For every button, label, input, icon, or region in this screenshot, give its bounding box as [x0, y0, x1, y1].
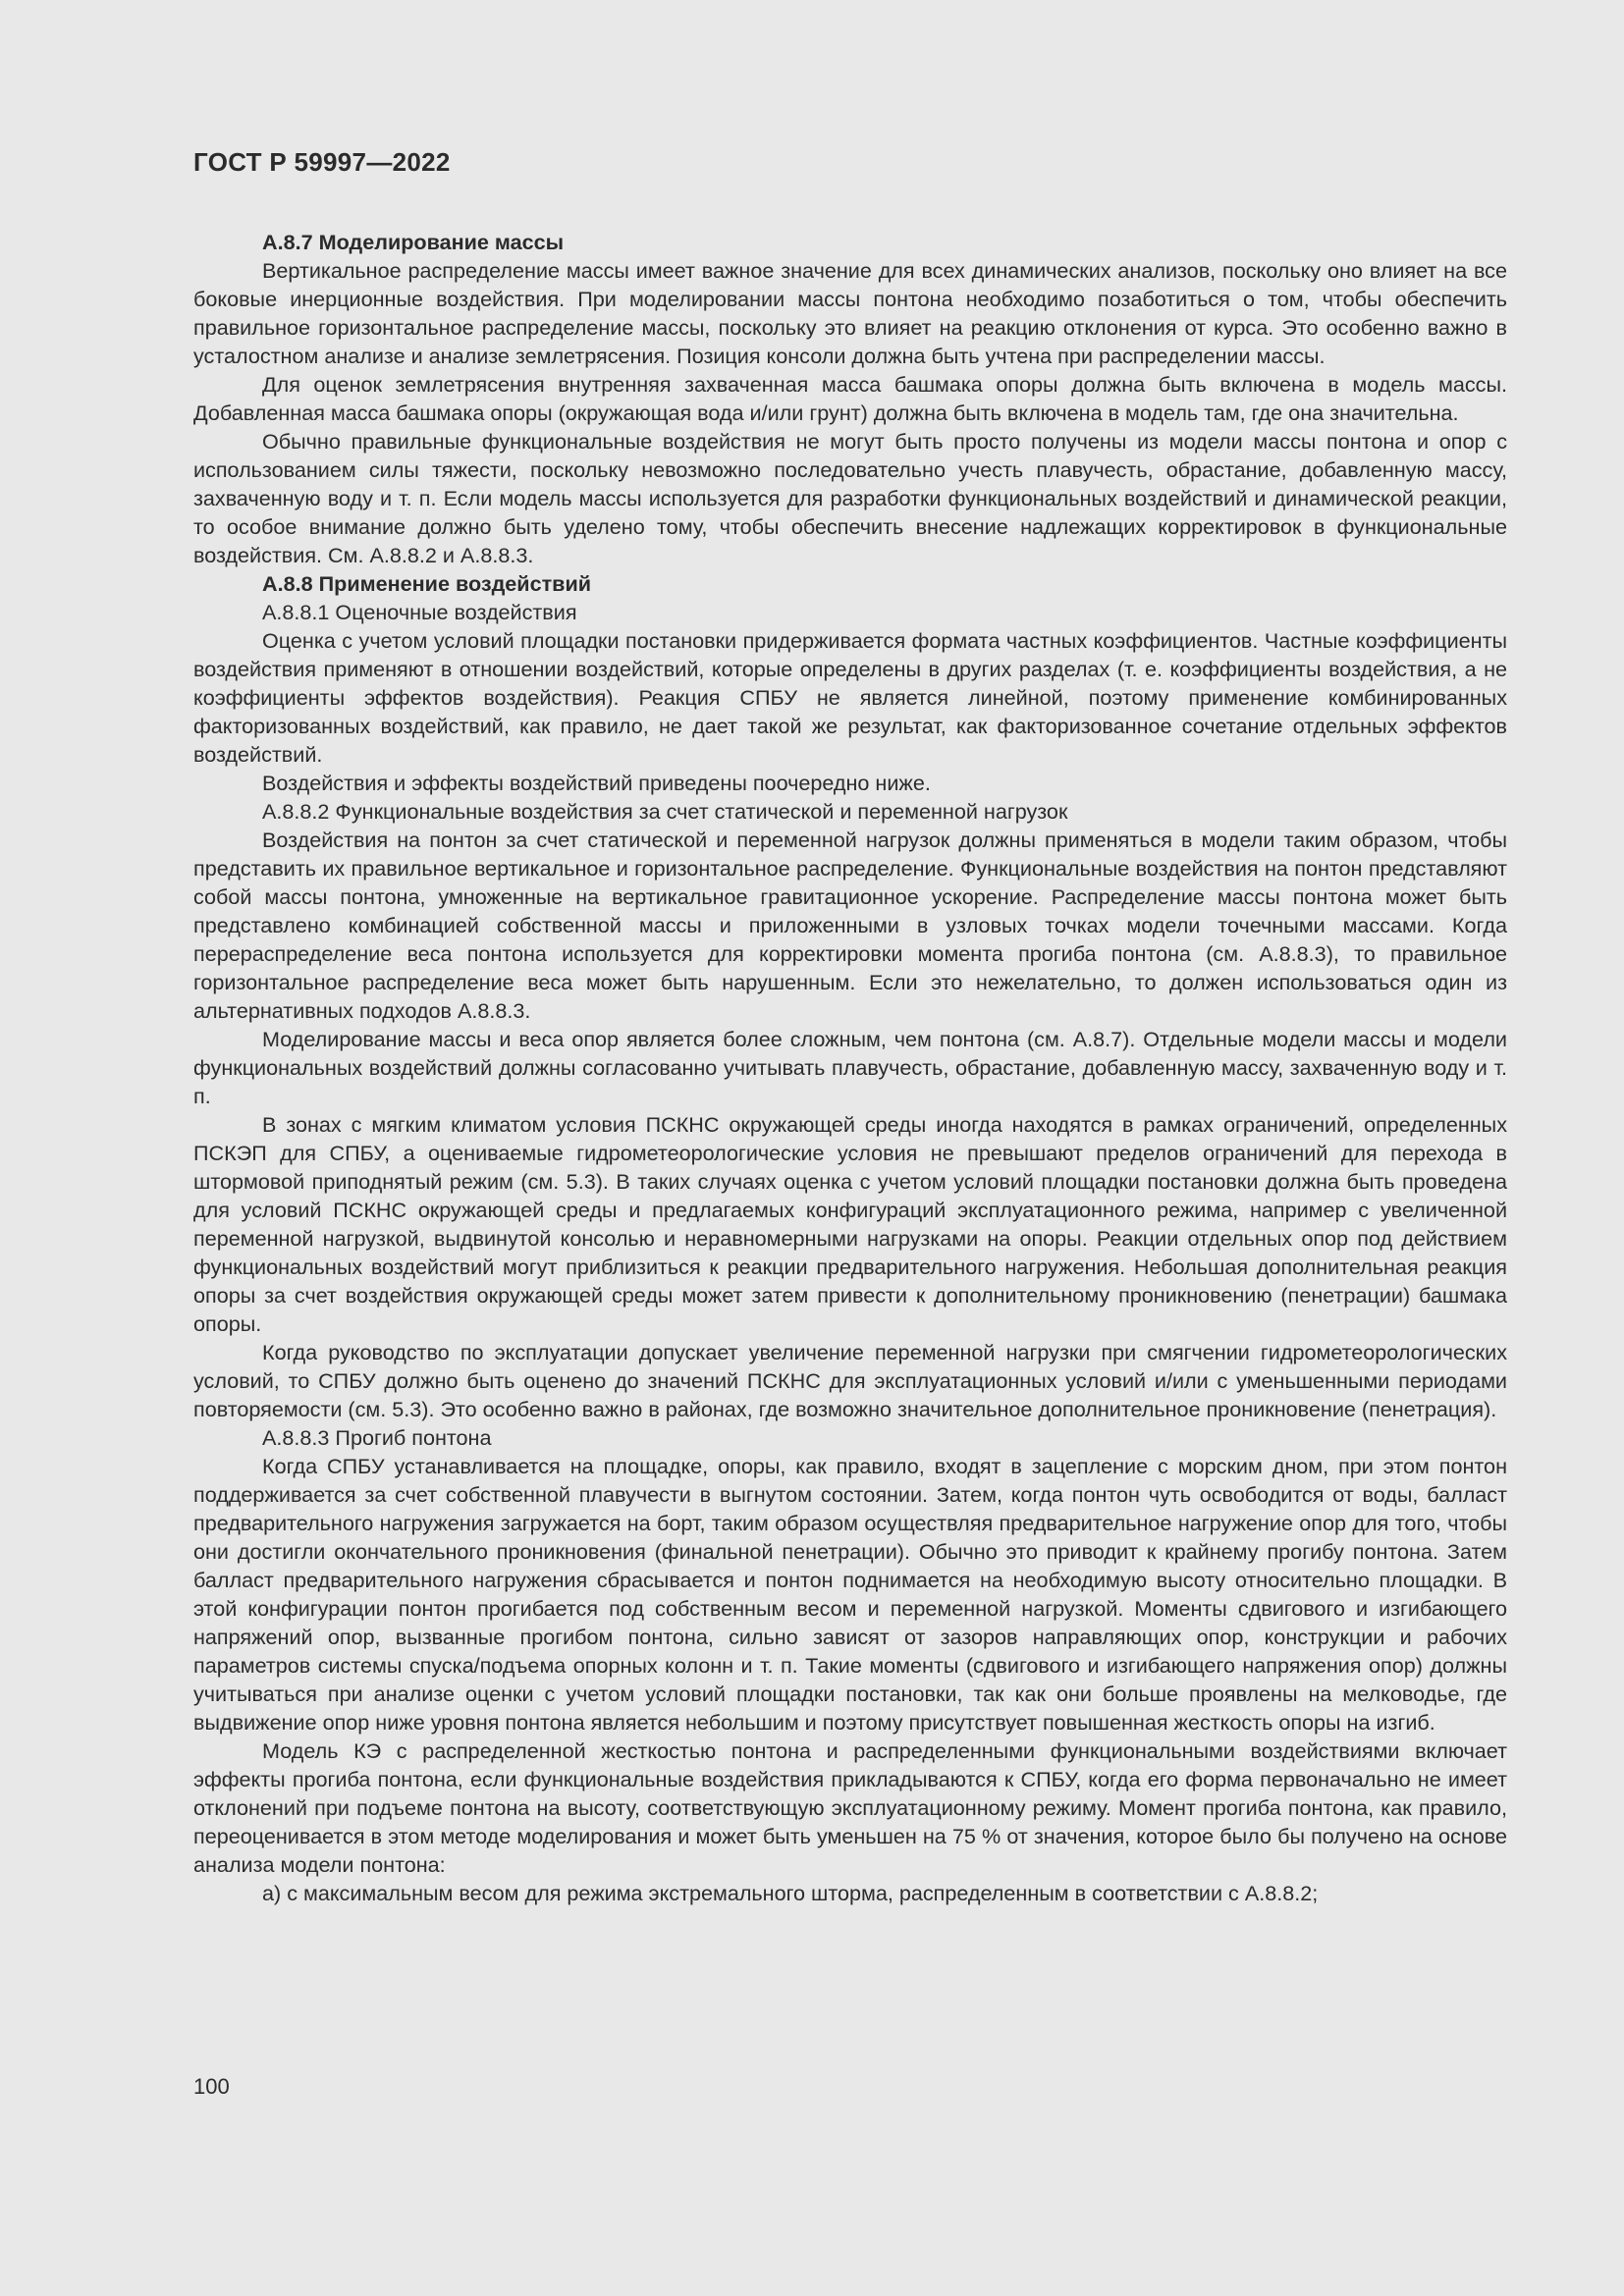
paragraph: Модель КЭ с распределенной жесткостью понтона и распределенными функциональными воздействиями включает эффекты прогиба понтона, если функциональные воздействия прикладываются к СПБУ, когда его форма первоначально не имеет отклонений при подъеме понтона на высоту, соответствующую эксплуатационному режиму. Момент прогиба понтона, как правило, переоценивается в этом методе моделирования и может быть уменьшен на 75 % от значения, которое было бы получено на основе анализа модели понтона: [193, 1738, 1507, 1877]
paragraph: А.8.8.2 Функциональные воздействия за счет статической и переменной нагрузок [262, 799, 1068, 824]
paragraph: Обычно правильные функциональные воздействия не могут быть просто получены из модели массы понтона и опор с использованием силы тяжести, поскольку невозможно последовательно учесть плавучесть, обрастание, добавленную массу, захваченную воду и т. п. Если модель массы используется для разработки функциональных воздействий и динамической реакции, то особое внимание должно быть уделено тому, чтобы обеспечить внесение надлежащих корректировок в функциональные воздействия. См. А.8.8.2 и А.8.8.3. [193, 429, 1507, 567]
section-heading: А.8.8 Применение воздействий [262, 571, 591, 596]
paragraph: Моделирование массы и веса опор является более сложным, чем понтона (см. А.8.7). Отдельные модели массы и модели функциональных воздействий должны согласованно учитывать плавучесть, обрастание, добавленную массу, захваченную воду и т. п. [193, 1027, 1507, 1108]
paragraph: А.8.8.1 Оценочные воздействия [262, 600, 577, 624]
document-body [193, 228, 1507, 1907]
paragraph: Когда СПБУ устанавливается на площадке, опоры, как правило, входят в зацепление с морским дном, при этом понтон поддерживается за счет собственной плавучести в выгнутом состоянии. Затем, когда понтон чуть освободится от воды, балласт предварительного нагружения загружается на борт, таким образом осуществляя предварительное нагружение опор для того, чтобы они достигли окончательного проникновения (финальной пенетрации). Обычно это приводит к крайнему прогибу понтона. Затем балласт предварительного нагружения сбрасывается и понтон поднимается на необходимую высоту относительно площадки. В этой конфигурации понтон прогибается под собственным весом и переменной нагрузкой. Моменты сдвигового и изгибающего напряжений опор, вызванные прогибом понтона, сильно зависят от зазоров направляющих опор, конструкции и рабочих параметров системы спуска/подъема опорных колонн и т. п. Такие моменты (сдвигового и изгибающего напряжения опор) должны учитываться при анализе оценки с учетом условий площадки постановки, так как они больше проявлены на мелководье, где выдвижение опор ниже уровня понтона является небольшим и поэтому присутствует повышенная жесткость опоры на изгиб. [193, 1454, 1507, 1735]
paragraph: Вертикальное распределение массы имеет важное значение для всех динамических анализов, поскольку оно влияет на все боковые инерционные воздействия. При моделировании массы понтона необходимо позаботиться о том, чтобы обеспечить правильное горизонтальное распределение массы, поскольку это влияет на реакцию отклонения от курса. Это особенно важно в усталостном анализе и анализе землетрясения. Позиция консоли должна быть учтена при распределении массы. [193, 258, 1507, 368]
paragraph: Оценка с учетом условий площадки постановки придерживается формата частных коэффициентов. Частные коэффициенты воздействия применяют в отношении воздействий, которые определены в других разделах (т. е. коэффициенты воздействия, а не коэффициенты эффектов воздействия). Реакция СПБУ не является линейной, поэтому применение комбинированных факторизованных воздействий, как правило, не дает такой же результат, как факторизованное сочетание отдельных эффектов воздействий. [193, 628, 1507, 767]
paragraph: а) с максимальным весом для режима экстремального шторма, распределенным в соответствии с А.8.8.2; [262, 1881, 1319, 1905]
paragraph: В зонах с мягким климатом условия ПСКНС окружающей среды иногда находятся в рамках ограничений, определенных ПСКЭП для СПБУ, а оцениваемые гидрометеорологические условия не превышают пределов ограничений для перехода в штормовой приподнятый режим (см. 5.3). В таких случаях оценка с учетом условий площадки постановки должна быть проведена для условий ПСКНС окружающей среды и предлагаемых конфигураций эксплуатационного режима, например с увеличенной переменной нагрузкой, выдвинутой консолью и неравномерными нагрузками на опоры. Реакции отдельных опор под действием функциональных воздействий могут приблизиться к реакции предварительного нагружения. Небольшая дополнительная реакция опоры за счет воздействия окружающей среды может затем привести к дополнительному проникновению (пенетрации) башмака опоры. [193, 1112, 1507, 1336]
section-heading: А.8.7 Моделирование массы [262, 230, 565, 254]
page-number: 100 [193, 2074, 230, 2099]
document-code-header: ГОСТ Р 59997—2022 [193, 147, 451, 177]
paragraph: Воздействия на понтон за счет статической и переменной нагрузок должны применяться в модели таким образом, чтобы представить их правильное вертикальное и горизонтальное распределение. Функциональные воздействия на понтон представляют собой массы понтона, умноженные на вертикальное гравитационное ускорение. Распределение массы понтона может быть представлено комбинацией собственной массы и приложенными в узловых точках модели точечными массами. Когда перераспределение веса понтона используется для корректировки момента прогиба понтона (см. А.8.8.3), то правильное горизонтальное распределение веса может быть нарушенным. Если это нежелательно, то должен использоваться один из альтернативных подходов А.8.8.3. [193, 828, 1507, 1023]
paragraph: Для оценок землетрясения внутренняя захваченная масса башмака опоры должна быть включена в модель массы. Добавленная масса башмака опоры (окружающая вода и/или грунт) должна быть включена в модель там, где она значительна. [193, 372, 1507, 425]
paragraph: А.8.8.3 Прогиб понтона [262, 1425, 492, 1450]
paragraph: Когда руководство по эксплуатации допускает увеличение переменной нагрузки при смягчении гидрометеорологических условий, то СПБУ должно быть оценено до значений ПСКНС для эксплуатационных условий и/или с уменьшенными периодами повторяемости (см. 5.3). Это особенно важно в районах, где возможно значительное дополнительное проникновение (пенетрация). [193, 1340, 1507, 1421]
paragraph: Воздействия и эффекты воздействий приведены поочередно ниже. [262, 771, 931, 795]
